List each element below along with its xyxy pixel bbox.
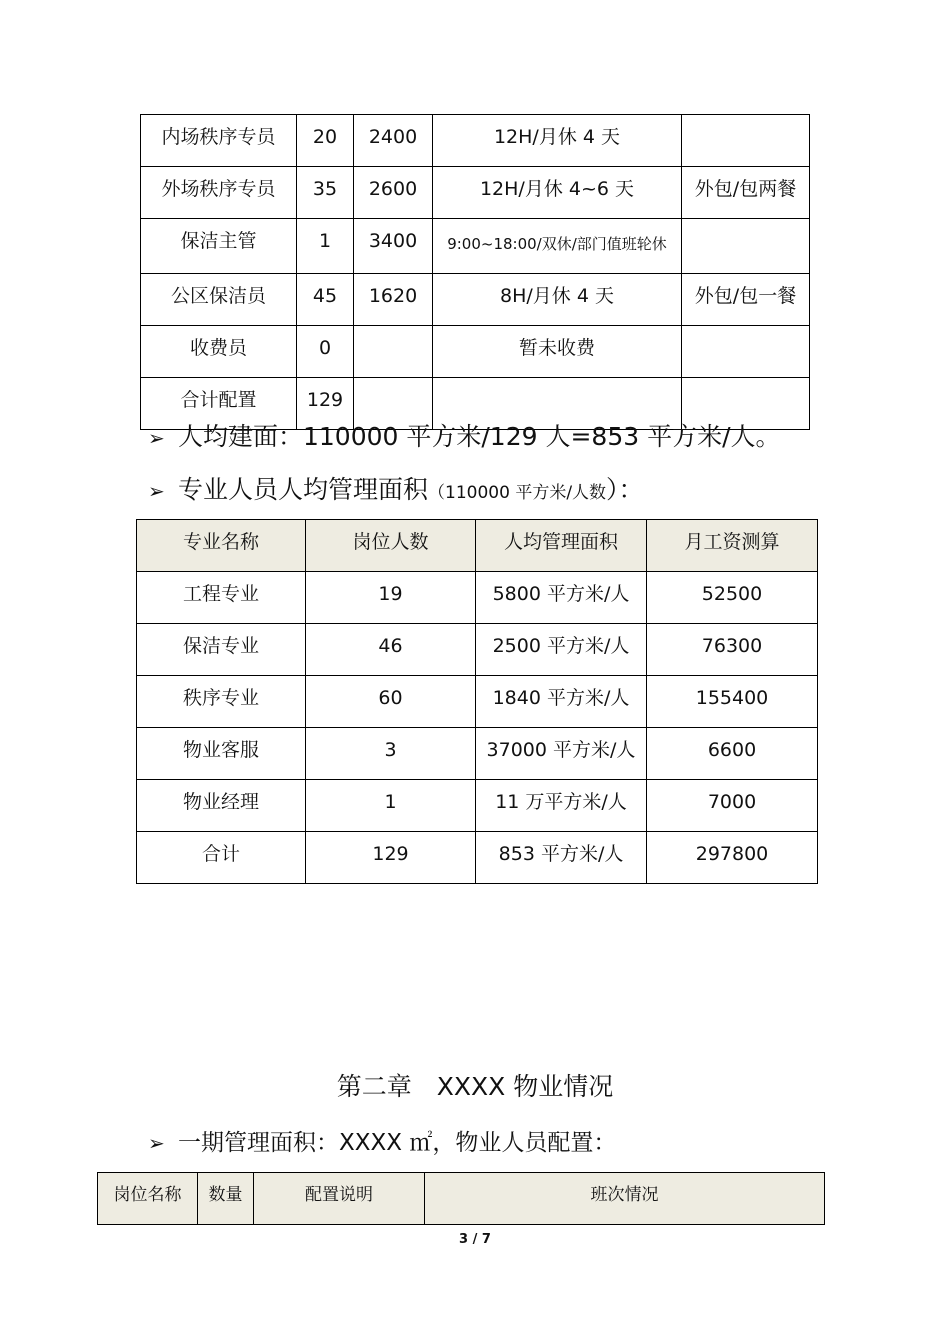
- column-header: 人均管理面积: [476, 520, 647, 572]
- table-cell: 1840 平方米/人: [476, 676, 647, 728]
- cell-post: 内场秩序专员: [141, 115, 297, 167]
- table-row: [141, 219, 810, 274]
- table-cell: 工程专业: [137, 572, 306, 624]
- cell-count: 35: [297, 167, 354, 219]
- column-header: 岗位人数: [306, 520, 476, 572]
- specialist-heading: 专业人员人均管理面积: [178, 475, 429, 504]
- table-cell: 297800: [647, 832, 818, 884]
- cell-note: [682, 115, 810, 167]
- table-cell: 合计: [137, 832, 306, 884]
- table-cell: 物业经理: [137, 780, 306, 832]
- table-cell: 3: [306, 728, 476, 780]
- table-row: [141, 326, 810, 378]
- table-cell: 秩序专业: [137, 676, 306, 728]
- cell-count: 45: [297, 274, 354, 326]
- table-cell: 60: [306, 676, 476, 728]
- table-cell: 853 平方米/人: [476, 832, 647, 884]
- specialist-paren: （110000 平方米/人数: [428, 483, 607, 503]
- cell-salary: [354, 326, 433, 378]
- table-row: [137, 624, 818, 676]
- table-cell: 1: [306, 780, 476, 832]
- cell-shift: 12H/月休 4 天: [433, 115, 682, 167]
- table-cell: 保洁专业: [137, 624, 306, 676]
- table-cell: 7000: [647, 780, 818, 832]
- table-cell: 物业客服: [137, 728, 306, 780]
- cell-count: 0: [297, 326, 354, 378]
- column-header: 岗位名称: [98, 1173, 198, 1225]
- staff-config-table: [140, 114, 810, 430]
- arrow-bullet-icon: ➢: [148, 479, 165, 503]
- specialist-tail: ）：: [606, 475, 644, 504]
- table-cell: 52500: [647, 572, 818, 624]
- phase1-text: 一期管理面积：XXXX ㎡，物业人员配置：: [178, 1130, 617, 1156]
- table-cell: 19: [306, 572, 476, 624]
- specialist-area-table: [136, 519, 818, 884]
- cell-shift: 暂未收费: [433, 326, 682, 378]
- table-row: [141, 274, 810, 326]
- per-capita-text: 人均建面：110000 平方米/129 人=853 平方米/人。: [178, 422, 781, 451]
- cell-post: 公区保洁员: [141, 274, 297, 326]
- table-cell: 129: [306, 832, 476, 884]
- table-cell: 6600: [647, 728, 818, 780]
- cell-note: 外包/包两餐: [682, 167, 810, 219]
- cell-note: 外包/包一餐: [682, 274, 810, 326]
- cell-salary: 2600: [354, 167, 433, 219]
- arrow-bullet-icon: ➢: [148, 1131, 165, 1155]
- table-row: [137, 728, 818, 780]
- table-row: [137, 832, 818, 884]
- cell-count: 20: [297, 115, 354, 167]
- phase1-staff-table: [97, 1172, 825, 1225]
- column-header: 专业名称: [137, 520, 306, 572]
- cell-salary: 3400: [354, 219, 433, 274]
- cell-post: 收费员: [141, 326, 297, 378]
- cell-note: [682, 219, 810, 274]
- table-cell: 2500 平方米/人: [476, 624, 647, 676]
- bullet-phase1: [148, 1127, 616, 1159]
- column-header: 配置说明: [254, 1173, 425, 1225]
- table-cell: 5800 平方米/人: [476, 572, 647, 624]
- cell-shift: 9:00~18:00/双休/部门值班轮休: [433, 219, 682, 274]
- bullet-per-capita-area: [148, 421, 781, 454]
- table-row: [137, 572, 818, 624]
- table-row: [141, 115, 810, 167]
- table-cell: 76300: [647, 624, 818, 676]
- table-cell: 46: [306, 624, 476, 676]
- cell-salary: 1620: [354, 274, 433, 326]
- cell-post: 外场秩序专员: [141, 167, 297, 219]
- chapter-title: 第二章 XXXX 物业情况: [336, 1072, 614, 1101]
- cell-post: 保洁主管: [141, 219, 297, 274]
- cell-shift: 12H/月休 4~6 天: [433, 167, 682, 219]
- table-cell: 155400: [647, 676, 818, 728]
- table-row: [137, 780, 818, 832]
- table-row: [137, 676, 818, 728]
- cell-count: 1: [297, 219, 354, 274]
- arrow-bullet-icon: ➢: [148, 426, 165, 450]
- cell-count: 129: [297, 378, 354, 430]
- cell-post: 合计配置: [141, 378, 297, 430]
- column-header: 数量: [198, 1173, 254, 1225]
- bullet-specialist-area: [148, 474, 644, 509]
- page-number: 3 / 7: [459, 1232, 491, 1247]
- cell-note: [682, 326, 810, 378]
- table-cell: 37000 平方米/人: [476, 728, 647, 780]
- column-header: 班次情况: [425, 1173, 825, 1225]
- table-cell: 11 万平方米/人: [476, 780, 647, 832]
- column-header: 月工资测算: [647, 520, 818, 572]
- cell-salary: 2400: [354, 115, 433, 167]
- table-row: [141, 167, 810, 219]
- cell-shift: 8H/月休 4 天: [433, 274, 682, 326]
